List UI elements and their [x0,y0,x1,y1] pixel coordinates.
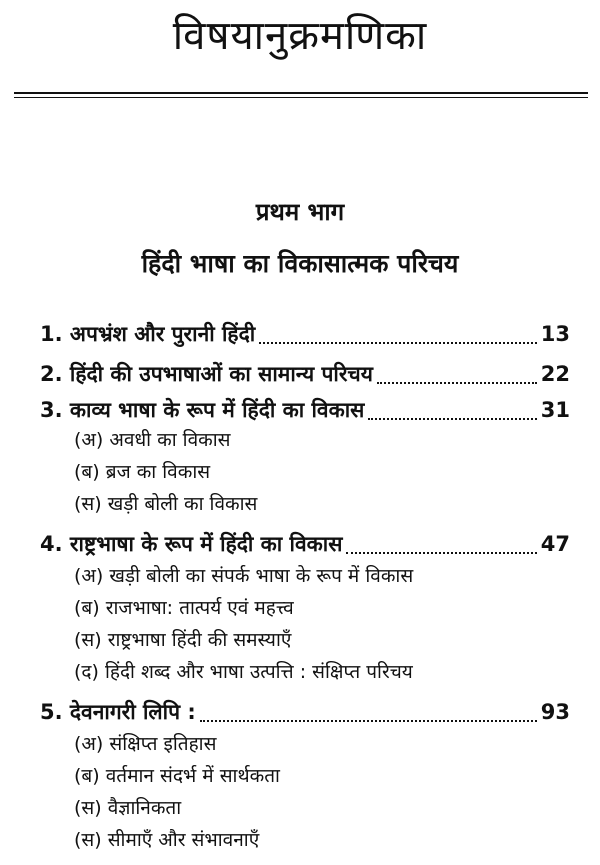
chapter-page-number: 47 [540,532,570,556]
toc-subsection[interactable]: (ब) राजभाषा: तात्पर्य एवं महत्त्व [74,597,294,619]
toc-chapter-1[interactable] [40,314,570,354]
chapter-number: 3. [40,398,63,422]
chapter-title: हिंदी की उपभाषाओं का सामान्य परिचय [69,362,373,386]
chapter-page-number: 31 [540,398,570,422]
chapter-number: 4. [40,532,63,556]
toc-subsection[interactable]: (ब) ब्रज का विकास [74,461,211,483]
chapter-title: राष्ट्रभाषा के रूप में हिंदी का विकास [69,532,343,556]
chapter-number: 5. [40,700,63,724]
chapter-page-number: 93 [540,700,570,724]
page-title: विषयानुक्रमणिका [172,13,428,59]
toc-chapter-2[interactable] [40,354,570,394]
toc-subsection[interactable]: (ब) वर्तमान संदर्भ में सार्थकता [74,765,280,787]
toc-subsection[interactable]: (स) खड़ी बोली का विकास [74,493,258,515]
toc-subsection[interactable]: (अ) अवधी का विकास [74,429,231,451]
chapter-title: देवनागरी लिपि : [69,700,196,724]
chapter-number: 2. [40,362,63,386]
toc-subsection[interactable]: (अ) खड़ी बोली का संपर्क भाषा के रूप में विकास [74,565,414,587]
dot-leader [259,342,537,344]
part-subtitle: हिंदी भाषा का विकासात्मक परिचय [141,249,459,278]
chapter-page-number: 22 [540,362,570,386]
chapter-number: 1. [40,322,63,346]
toc-subsection[interactable]: (अ) संक्षिप्त इतिहास [74,733,217,755]
toc-subsection[interactable]: (द) हिंदी शब्द और भाषा उत्पत्ति : संक्षिप्त परिचय [74,661,413,683]
chapter-title: काव्य भाषा के रूप में हिंदी का विकास [69,398,365,422]
toc-chapter-4[interactable] [40,524,570,564]
toc-subsection[interactable]: (स) राष्ट्रभाषा हिंदी की समस्याएँ [74,629,292,651]
dot-leader [346,552,536,554]
part-title: प्रथम भाग [255,198,345,226]
dot-leader [377,382,537,384]
title-rule-top [14,92,588,94]
chapter-page-number: 13 [540,322,570,346]
toc-chapter-5[interactable] [40,692,570,732]
chapter-title: अपभ्रंश और पुरानी हिंदी [69,322,256,346]
title-rule-bottom [14,97,588,98]
toc-subsection[interactable]: (स) वैज्ञानिकता [74,797,182,819]
dot-leader [200,720,537,722]
toc-subsection[interactable]: (स) सीमाएँ और संभावनाएँ [74,829,260,851]
dot-leader [368,418,536,420]
